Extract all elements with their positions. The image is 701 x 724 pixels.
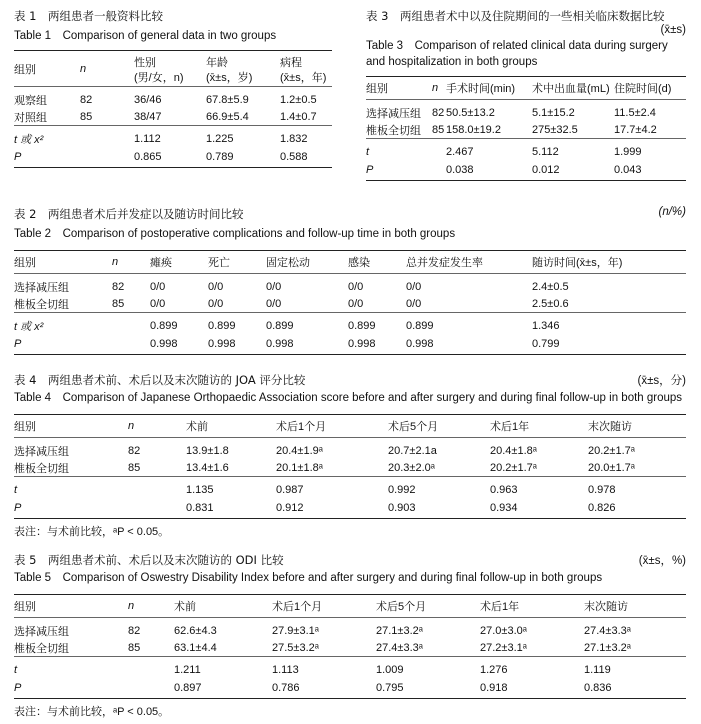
t1-h2: 性别 (男/女，n) (134, 57, 184, 84)
table-row: t 或 x² 0.899 0.899 0.899 0.899 0.899 1.346 (14, 313, 686, 335)
t1-h0: 组别 (14, 63, 36, 76)
table-row: 椎板全切组 85 0/0 0/0 0/0 0/0 0/0 2.5±0.6 (14, 297, 569, 311)
table-row: 选择减压组 82 50.5±13.2 5.1±15.2 11.5±2.4 (366, 100, 686, 122)
table-4-note: 表注：与术前比较，ᵃP < 0.05。 (14, 526, 170, 538)
table-row: t 1.211 1.113 1.009 1.276 1.119 (14, 657, 686, 679)
table-2-block (14, 206, 686, 355)
table-row: 选择减压组 82 62.6±4.3 27.9±3.1ᵃ 27.1±3.2ᵃ 27.0±3.0ᵃ 27.4±3.3ᵃ (14, 618, 686, 640)
table-row: t 2.467 5.112 1.999 (366, 139, 686, 161)
table-3: 组别 n 手术时间(min) 术中出血量(mL) 住院时间(d) 选择减压组 82 50.5±13.2 5.1±15.2 11.5±2.4 椎板全切组 85 158.0±19.2 275±32.5 17.7±4.2 t 2.467 5.112 1.999 P 0.038 0.012 0.043 (366, 76, 686, 181)
table-5-title-zh: 表 5 两组患者术前、术后以及末次随访的 ODI 比较 (14, 553, 284, 567)
table-2-title-en: Table 2 Comparison of postoperative complications and follow-up time in both groups (14, 228, 456, 240)
table-1-title-en: Table 1 Comparison of general data in two groups (14, 30, 277, 42)
table-row: 对照组 85 38/47 66.9±5.4 1.4±0.7 (14, 110, 317, 124)
table-row: P 0.998 0.998 0.998 0.998 0.998 0.799 (14, 334, 686, 355)
table-row: 椎板全切组 85 13.4±1.6 20.1±1.8ᵃ 20.3±2.0ᵃ 20.2±1.7ᵃ 20.0±1.7ᵃ (14, 461, 635, 475)
table-1 (14, 50, 332, 168)
table-row: t 1.135 0.987 0.992 0.963 0.978 (14, 477, 686, 499)
table-row: P 0.897 0.786 0.795 0.918 0.836 (14, 678, 686, 699)
table-3-title-zh: 表 3 两组患者术中以及住院期间的一些相关临床数据比较 (366, 9, 665, 23)
table-row: t 或 x² 1.112 1.225 1.832 (14, 126, 332, 148)
table-4: 组别 n 术前 术后1个月 术后5个月 术后1年 末次随访 选择减压组 82 13.9±1.8 20.4±1.9ᵃ 20.7±2.1a 20.4±1.8ᵃ 20.2±1.7ᵃ 椎板全切组 85 13.4±1.6 20.1±1.8ᵃ 20.3±2.0ᵃ 20.2±1.7ᵃ 20.0±1.7ᵃ t 1.135 0.987 0.992 0.963 0.978 P 0.831 0.912 0.903 0.934 0.826 (14, 414, 686, 519)
table-4-title-zh: 表 4 两组患者术前、术后以及末次随访的 JOA 评分比较 (14, 373, 306, 387)
table-3-block (366, 8, 686, 181)
table-4-unit: (x̄±s，分) (637, 375, 686, 387)
table-1-title-zh: 表 1 两组患者一般资料比较 (14, 9, 163, 23)
table-2-unit: (n/%) (658, 206, 686, 218)
table-row: 选择减压组 82 13.9±1.8 20.4±1.9ᵃ 20.7±2.1a 20.4±1.8ᵃ 20.2±1.7ᵃ (14, 438, 686, 460)
table-row: P 0.038 0.012 0.043 (366, 160, 686, 181)
table-5-block (14, 552, 686, 719)
table-4-block (14, 372, 686, 539)
table-5-note: 表注：与术前比较，ᵃP < 0.05。 (14, 706, 170, 718)
t1-h3: 年龄 (x̄±s，岁) (206, 57, 253, 84)
table-row: P 0.865 0.789 0.588 (14, 147, 332, 168)
table-row: 选择减压组 82 0/0 0/0 0/0 0/0 0/0 2.4±0.5 (14, 274, 686, 296)
table-row: 椎板全切组 85 63.1±4.4 27.5±3.2ᵃ 27.4±3.3ᵃ 27.2±3.1ᵃ 27.1±3.2ᵃ (14, 641, 631, 655)
table-5: 组别 n 术前 术后1个月 术后5个月 术后1年 末次随访 选择减压组 82 62.6±4.3 27.9±3.1ᵃ 27.1±3.2ᵃ 27.0±3.0ᵃ 27.4±3.3ᵃ 椎板全切组 85 63.1±4.4 27.5±3.2ᵃ 27.4±3.3ᵃ 27.2±3.1ᵃ 27.1±3.2ᵃ t 1.211 1.113 1.009 1.276 1.119 P 0.897 0.786 0.795 0.918 0.836 (14, 594, 686, 699)
table-1-block (14, 8, 332, 168)
table-row: 观察组 82 36/46 67.8±5.9 1.2±0.5 (14, 87, 332, 109)
t1-h4: 病程 (x̄±s，年) (280, 57, 327, 84)
table-2: 组别 n 瘫痪 死亡 固定松动 感染 总并发症发生率 随访时间(x̄±s，年) 选择减压组 82 0/0 0/0 0/0 0/0 0/0 2.4±0.5 椎板全切组 85 0/0 0/0 0/0 0/0 0/0 2.5±0.6 t 或 x² 0.899 0.899 0.899 0.899 0.899 1.346 P 0.998 0.998 0.998 0.998 0.998 0.799 (14, 250, 686, 355)
table-3-unit: (x̄±s) (660, 24, 686, 36)
table-row: P 0.831 0.912 0.903 0.934 0.826 (14, 498, 686, 519)
table-2-title-zh: 表 2 两组患者术后并发症以及随访时间比较 (14, 207, 244, 221)
table-5-unit: (x̄±s，%) (638, 555, 686, 567)
t1-h1: n (80, 62, 87, 75)
table-row: 椎板全切组 85 158.0±19.2 275±32.5 17.7±4.2 (366, 123, 657, 137)
table-5-title-en: Table 5 Comparison of Oswestry Disability Index before and after surgery and during final follow-up in both groups (14, 572, 603, 584)
table-4-title-en: Table 4 Comparison of Japanese Orthopaedic Association score before and after surgery and during final follow-up in both groups (14, 392, 683, 404)
table-3-title-en: Table 3 Comparison of related clinical data during surgery and hospitalization in both groups (366, 40, 668, 68)
